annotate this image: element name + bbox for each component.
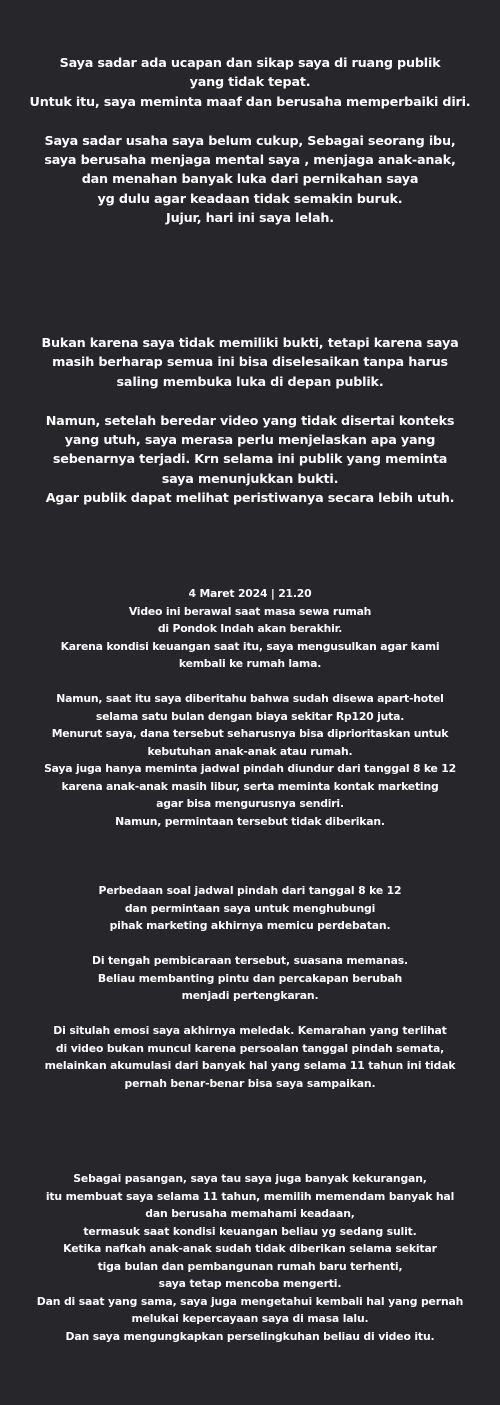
text-line: dan berusaha memahami keadaan, (145, 1207, 355, 1220)
text-line: melukai kepercayaan saya di masa lalu. (131, 1312, 369, 1325)
text-line: saya tetap mencoba mengerti. (158, 1277, 342, 1290)
text-line: Dan di saat yang sama, saya juga mengetahui kembali hal yang pernah (36, 1294, 464, 1308)
date-heading: 4 Maret 2024 | 21.20 (188, 587, 312, 600)
text-line: Namun, permintaan tersebut tidak diberikan. (115, 814, 385, 828)
text-line: Agar publik dapat melihat peristiwanya secara lebih utuh. (45, 491, 455, 507)
text-line: Namun, setelah beredar video yang tidak disertai konteks (45, 413, 455, 429)
text-line: dan menahan banyak luka dari pernikahan saya (81, 172, 419, 188)
text-line: Saya sadar ada ucapan dan sikap saya di ruang publik (59, 56, 441, 71)
text-line: Ketika nafkah anak-anak sudah tidak diberikan selama sekitar (63, 1242, 437, 1255)
text-line: kembali ke rumah lama. (178, 657, 322, 670)
text-line: Di situlah emosi saya akhirnya meledak. Kemarahan yang terlihat (53, 1024, 447, 1037)
paragraph-gap (0, 112, 500, 131)
text-line: Saya sadar usaha saya belum cukup, Sebagai seorang ibu, (44, 133, 456, 149)
text-line: dan permintaan saya untuk menghubungi (124, 901, 376, 915)
text-line: saling membuka luka di depan publik. (116, 374, 384, 390)
text-line: sebenarnya terjadi. Krn selama ini publik yang meminta (52, 452, 448, 468)
text-line: di video bukan muncul karena persoalan tanggal pindah semata, (55, 1041, 445, 1055)
text-line: Video ini berawal saat masa sewa rumah (128, 604, 372, 618)
text-line: yg dulu agar keadaan tidak semakin buruk. (97, 191, 403, 207)
text-line: Perbedaan soal jadwal pindah dari tanggal 8 ke 12 (98, 884, 402, 897)
paragraph-gap (0, 673, 500, 691)
paragraph-gap (0, 392, 500, 411)
statement-section-argument (0, 882, 500, 1092)
text-line: melainkan akumulasi dari banyak hal yang selama 11 tahun ini tidak (44, 1059, 456, 1072)
text-line: Jujur, hari ini saya lelah. (166, 211, 334, 227)
text-line: di Pondok Indah akan berakhir. (157, 622, 343, 635)
paragraph-gap (0, 1005, 500, 1023)
text-line: saya berusaha menjaga mental saya , menjaga anak-anak, (44, 153, 456, 169)
statement-section-apology (0, 54, 500, 229)
text-line: yang utuh, saya merasa perlu menjelaskan apa yang (64, 433, 436, 449)
text-line: Karena kondisi keuangan saat itu, saya mengusulkan agar kami (60, 639, 440, 653)
statement-section-reason (0, 334, 500, 509)
text-line: pihak marketing akhirnya memicu perdebatan. (109, 919, 391, 932)
text-line: karena anak-anak masih libur, serta meminta kontak marketing (61, 779, 439, 793)
text-line: itu membuat saya selama 11 tahun, memilih memendam banyak hal (45, 1189, 455, 1203)
paragraph-gap (0, 935, 500, 953)
text-line: Di tengah pembicaraan tersebut, suasana memanas. (92, 954, 408, 967)
text-line: yang tidak tepat. (189, 75, 311, 91)
text-line: agar bisa mengurusnya sendiri. (156, 797, 344, 810)
text-line: Bukan karena saya tidak memiliki bukti, tetapi karena saya (41, 336, 459, 351)
text-line: pernah benar-benar bisa saya sampaikan. (124, 1076, 376, 1090)
text-line: Namun, saat itu saya diberitahu bahwa sudah disewa apart-hotel (56, 692, 444, 705)
text-line: tiga bulan dan pembangunan rumah baru terhenti, (97, 1259, 403, 1273)
text-line: Beliau membanting pintu dan percakapan berubah (97, 971, 403, 985)
text-line: menjadi pertengkaran. (181, 989, 319, 1002)
text-line: Untuk itu, saya meminta maaf dan berusaha memperbaiki diri. (29, 94, 471, 110)
statement-section-background (0, 1170, 500, 1345)
text-line: saya menunjukkan bukti. (161, 471, 339, 487)
text-line: Sebagai pasangan, saya tau saya juga banyak kekurangan, (73, 1172, 427, 1185)
statement-section-timeline (0, 585, 500, 830)
text-line: masih berharap semua ini bisa diselesaikan tanpa harus (52, 355, 448, 371)
text-line: kebutuhan anak-anak atau rumah. (147, 744, 353, 758)
text-line: Menurut saya, dana tersebut seharusnya bisa diprioritaskan untuk (51, 727, 449, 740)
text-line: termasuk saat kondisi keuangan beliau yg sedang sulit. (83, 1224, 417, 1238)
text-line: Dan saya mengungkapkan perselingkuhan beliau di video itu. (65, 1329, 435, 1343)
text-line: selama satu bulan dengan biaya sekitar Rp120 juta. (95, 709, 405, 723)
text-line: Saya juga hanya meminta jadwal pindah diundur dari tanggal 8 ke 12 (44, 762, 456, 775)
